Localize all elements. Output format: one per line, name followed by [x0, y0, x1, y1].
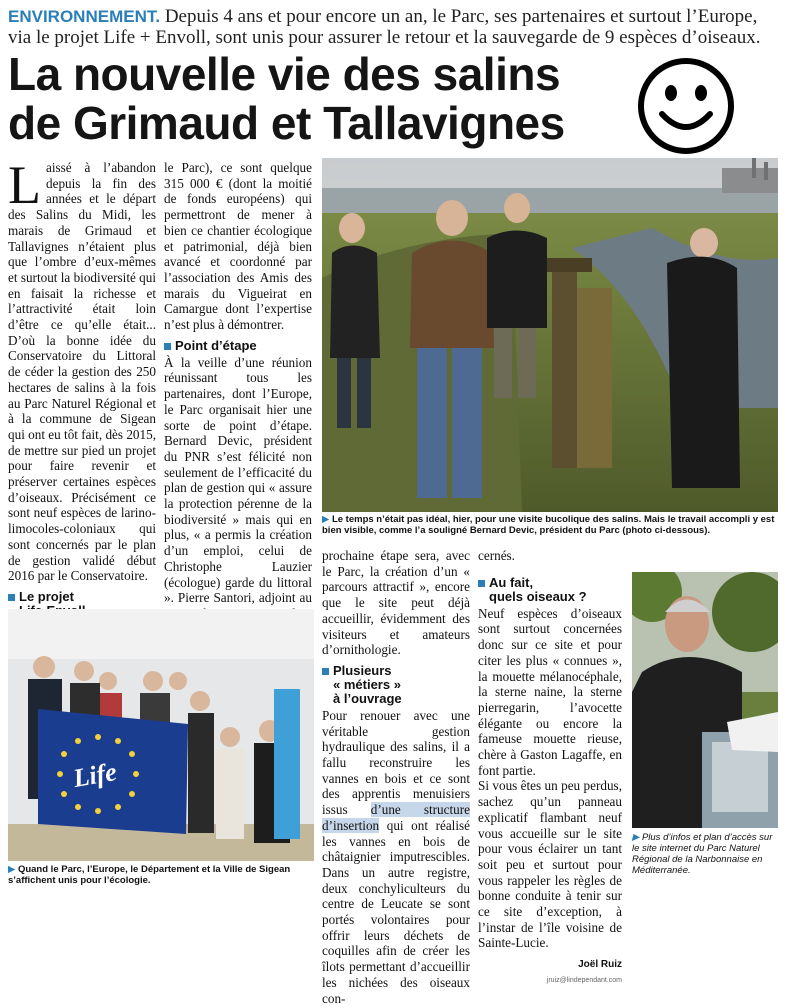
paragraph: cernés. [478, 548, 515, 563]
paragraph: le Parc), ce sont quelque 315 000 € (dont la moitié de fonds européens) qui permettront de mener à bien ce chantier écologique et patrimonial, déjà bien avancé et coordonné par l’association des Amis des marais du Vigueirat en Camargue dont l’expertise n’est plus à démontrer. [164, 160, 312, 333]
subhead-line: Point d’étape [175, 337, 257, 353]
paragraph: Neuf espèces d’oiseaux sont surtout concernées donc sur ce site et pour citer les plus « connues », la mouette mélanocéphale, la sterne naine, la sterne pierregarin, l’avocette élégante ou encore la fameuse mouette rieuse, chère à Gaston Lagaffe, en font partie. [478, 605, 622, 778]
paragraph: Si vous êtes un peu perdus, sachez qu’un panneau explicatif flambant neuf vous accueille sur le site pour vous éclairer un tant soit peu et surtout pour vous rappeler les règles de bonne conduite à tenir sur ce site d’exception, à l’instar de l’île voisine de Sainte-Lucie. [478, 778, 622, 951]
headline-line-1: La nouvelle vie des salins [8, 48, 561, 100]
caption-text: Quand le Parc, l’Europe, le Département et la Ville de Sigean s’affichent unis pour l’écologie. [8, 864, 291, 886]
paragraph-text: Pour renouer avec une véritable gestion hydraulique des salins, il a fallu reconstruire les vannes en bois et ce sont des apprentis menuisiers issus [322, 707, 470, 818]
subhead-metiers [322, 664, 470, 706]
section-tag: ENVIRONNEMENT. [8, 7, 161, 26]
headline [8, 50, 628, 148]
subhead-line: Le projet [19, 588, 74, 604]
caption-arrow-icon: ▶ [8, 864, 16, 875]
subhead-quels-oiseaux [478, 576, 622, 604]
right-photo-caption [632, 832, 782, 876]
kicker [8, 6, 783, 48]
article-column-3 [322, 548, 470, 1006]
paragraph-text: aissé à l’abandon depuis la fin des années et le départ des Salins du Midi, les marais de Grimaud et Tallavignes n’étaient plus que l’ombre d’eux-mêmes et surtout la biodiversité qui en faisait la richesse et l’attractivité était loin d’être ce qu’elle était... D’où la bonne idée du Conservatoire du Littoral de céder la gestion des 250 hectares de salins à la fois au Parc Naturel Régional et à la commune de Sigean qui ont eu tôt fait, dès 2015, de mettre sur pied un projet pour faire revenir et préserver certaines espèces d’oiseaux. Précisément ce sont neuf espèces de larino-limocoles-coloniaux qui sont concernés par le plan de gestion validé début 2016 par le Conservatoire. [8, 160, 156, 584]
paragraph: prochaine étape sera, avec le Parc, la création d’un « parcours attractif », encore que le site peut déjà accueillir, évidemment des visiteurs et amateurs d’ornithologie. [322, 548, 470, 658]
bottom-left-caption [8, 864, 314, 886]
highlighted-text: d’une structure d’insertion [322, 802, 470, 833]
paragraph [322, 708, 470, 1006]
photo-group-life-flag [8, 609, 314, 861]
square-bullet-icon [164, 343, 171, 350]
flag-life-text: Life [71, 756, 119, 794]
paragraph [8, 155, 156, 584]
paragraph: À la veille d’une réunion réunissant tous les partenaires, dont l’Europe, le Parc organisait hier une sorte de point d’étape. Bernard Devic, président du PNR s’est félicité non seulement de l’efficacité du plan de gestion qui « assure la protection pérenne de la biodiversité » mais qui en plus, « a permis la création d’un emploi, celui de Christophe Lauzier (écologue) garde du littoral ». Pierre Santori, adjoint au [164, 354, 312, 606]
headline-line-2: de Grimaud et Tallavignes [8, 97, 565, 149]
square-bullet-icon [478, 580, 485, 587]
square-bullet-icon [8, 594, 15, 601]
author-email: jruiz@lindependant.com [546, 976, 622, 984]
subhead-point-etape [164, 339, 312, 353]
article-column-4 [478, 548, 622, 989]
author-signature: Joël Ruiz [578, 959, 622, 971]
square-bullet-icon [322, 668, 329, 675]
kicker-text: Depuis 4 ans et pour encore un an, le Parc, ses partenaires et surtout l’Europe, via le projet Life + Envoll, sont unis pour assurer le retour et la sauvegarde de 9 espèces d’oiseaux. [8, 6, 761, 48]
subhead-line: quels oiseaux ? [489, 588, 587, 604]
drop-cap: L [8, 155, 41, 215]
caption-text: Le temps n’était pas idéal, hier, pour une visite bucolique des salins. Mais le travail accompli y est bien visible, comme l’a souligné Bernard Devic, président du Parc (photo ci-dessous). [322, 514, 775, 536]
photo-salins-visit [322, 158, 778, 512]
subhead-line: à l’ouvrage [333, 690, 402, 706]
subhead-line: Au fait, [489, 574, 534, 590]
subhead-line: « métiers » [333, 676, 401, 692]
paragraph-text: qui ont réalisé les vannes en bois de châtaignier imputrescibles. Dans un autre registre, deux conchyliculteurs du centre de Leucate se sont portés volontaires pour offrir leurs déchets de coquilles afin de créer les îlots permettant d’accueillir les nichées des oiseaux con- [322, 817, 470, 1006]
photo-bernard-devic [632, 572, 778, 828]
smiley-face-icon [636, 56, 736, 156]
caption-text: Plus d’infos et plan d’accès sur le site internet du Parc Naturel Régional de la Narbonnaise en Méditerranée. [632, 832, 773, 876]
subhead-line: Plusieurs [333, 662, 392, 678]
top-photo-caption [322, 514, 778, 536]
caption-arrow-icon: ▶ [322, 514, 330, 525]
caption-arrow-icon: ▶ [632, 832, 640, 843]
